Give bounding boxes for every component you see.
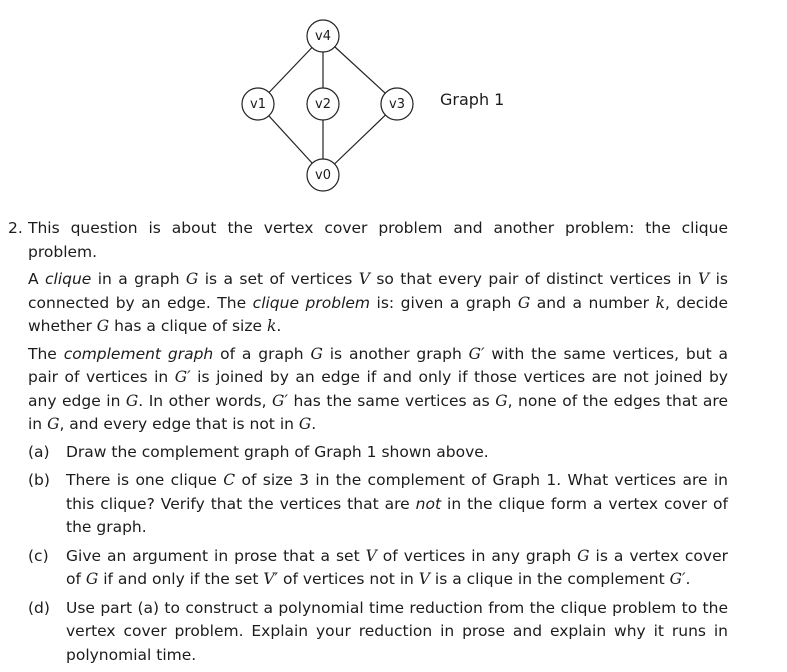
vertex-label-v4: v4 [315,29,331,44]
vertex-label-v0: v0 [315,168,331,183]
complement-definition-paragraph: The complement graph of a graph G is another graph G′ with the same vertices, but a pair of vertices in G′ is joined by an edge if and only if those vertices are not joined by any edge in G. In other words, G′ has the same vertices as G, none of the edges that are in G, and every edge that is not in G. [28,344,729,433]
part-a: (a) Draw the complement graph of Graph 1 shown above. [28,442,489,461]
vertex-label-v1: v1 [250,97,266,112]
part-b: (b) There is one clique C of size 3 in the complement of Graph 1. What vertices are in this clique? Verify that the vertices that are not in the clique form a vertex cover of the graph. [28,471,728,536]
clique-definition-paragraph: A clique in a graph G is a set of vertices V so that every pair of distinct vertices in V is connected by an edge. The clique problem is: given a graph G and a number k, decide whether G has a clique of size k. [28,270,729,335]
question-intro: This question is about the vertex cover problem and another problem: the clique problem. [28,219,728,261]
graph-1-diagram [0,0,787,200]
question-number: 2. [8,219,23,237]
question-parts [28,441,728,668]
graph-caption: Graph 1 [440,90,505,109]
part-d: (d) Use part (a) to construct a polynomial time reduction from the clique problem to the vertex cover problem. Explain your reduction in prose and explain why it runs in polynomial time. [28,598,728,664]
vertex-label-v3: v3 [389,97,405,112]
part-c: (c) Give an argument in prose that a set V of vertices in any graph G is a vertex cover of G if and only if the set V′ of vertices not in V is a clique in the complement G′. [28,546,728,588]
question-2 [8,217,728,672]
vertex-label-v2: v2 [315,97,331,112]
